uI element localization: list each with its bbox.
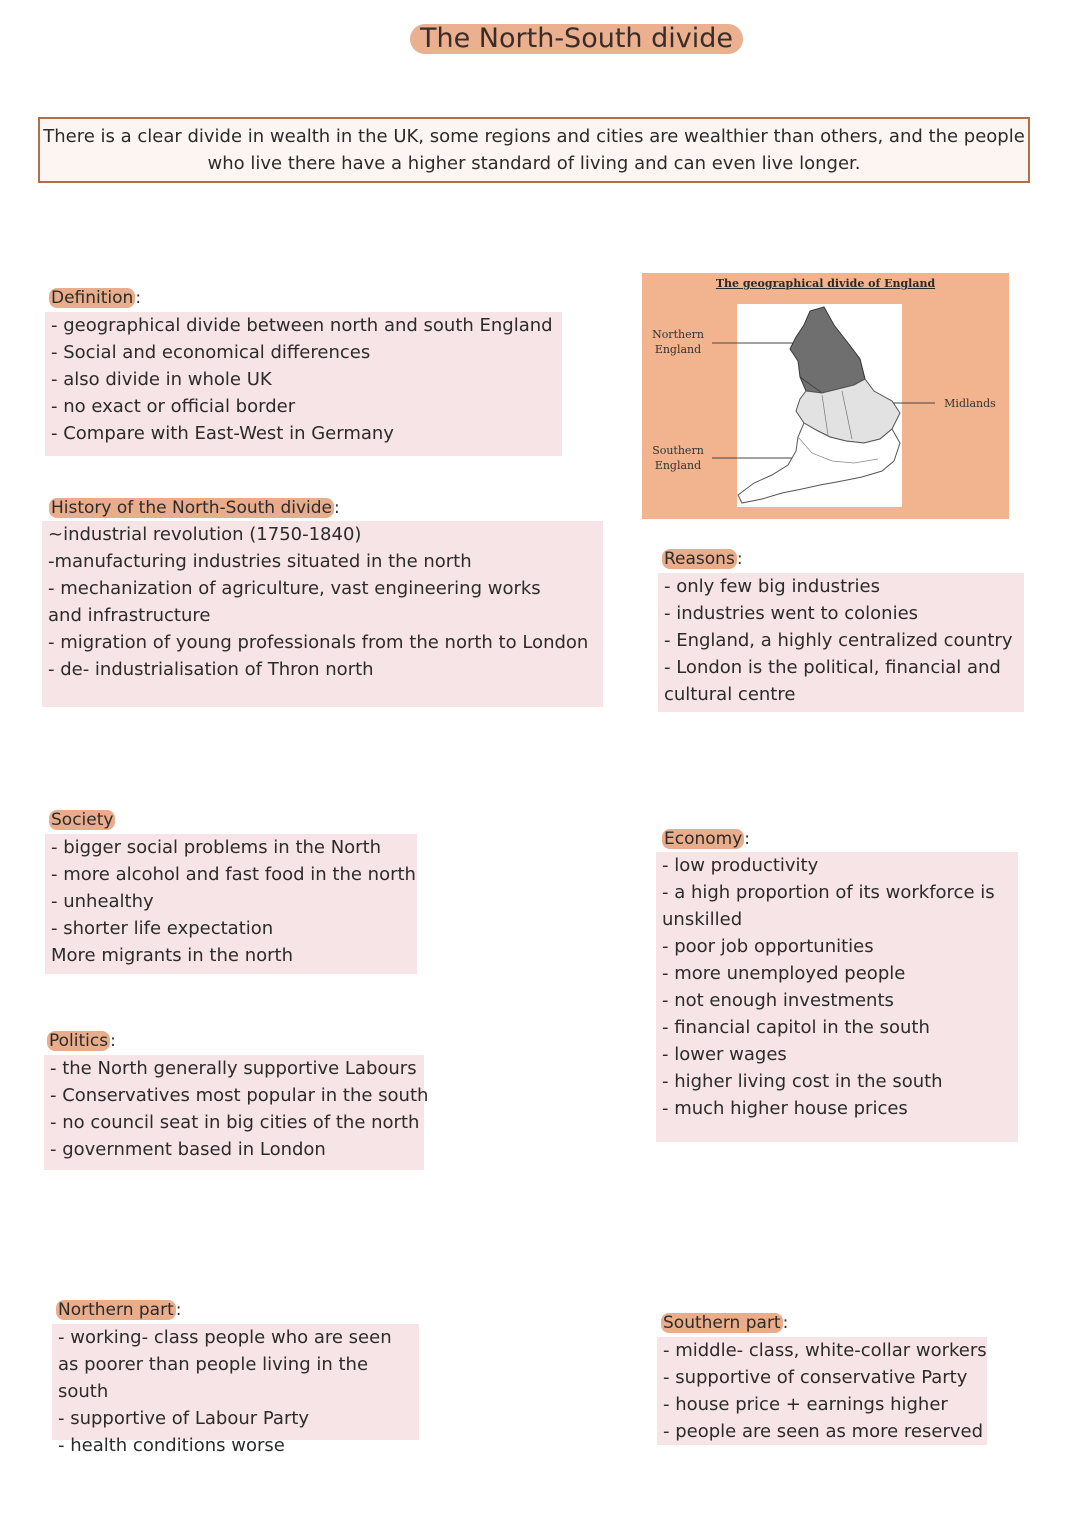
southern-heading bbox=[661, 1312, 788, 1334]
map-title: The geographical divide of England bbox=[715, 277, 936, 290]
southern-heading-suffix: : bbox=[782, 1313, 789, 1333]
economy-item: - more unemployed people bbox=[662, 963, 906, 984]
page-title: The North-South divide bbox=[410, 24, 743, 54]
society-item: More migrants in the north bbox=[51, 945, 293, 966]
economy-heading-suffix: : bbox=[744, 829, 751, 849]
map-label-line: Northern bbox=[652, 328, 704, 341]
history-item: - migration of young professionals from the north to London bbox=[48, 632, 589, 653]
definition-item: - no exact or official border bbox=[51, 396, 296, 417]
politics-item: - no council seat in big cities of the north bbox=[50, 1112, 420, 1133]
definition-box bbox=[45, 312, 562, 456]
southern-heading-text: Southern part bbox=[663, 1313, 781, 1333]
southern-item: - people are seen as more reserved bbox=[663, 1421, 984, 1442]
history-item: - de- industrialisation of Thron north bbox=[48, 659, 374, 680]
society-item: - more alcohol and fast food in the north bbox=[51, 864, 416, 885]
reasons-item: - London is the political, financial and cultural centre bbox=[664, 657, 1001, 705]
politics-item: - government based in London bbox=[50, 1139, 326, 1160]
map-label-line: England bbox=[654, 459, 702, 472]
definition-item: - Social and economical differences bbox=[51, 342, 371, 363]
society-box bbox=[45, 834, 417, 974]
history-box bbox=[42, 521, 603, 707]
economy-box bbox=[656, 852, 1018, 1142]
reasons-item: - industries went to colonies bbox=[664, 603, 919, 624]
society-item: - bigger social problems in the North bbox=[51, 837, 382, 858]
society-heading bbox=[49, 809, 115, 831]
map-label-line: Southern bbox=[652, 444, 704, 457]
society-heading-text: Society bbox=[51, 810, 114, 830]
england-divide-map bbox=[642, 273, 1009, 519]
southern-item: - middle- class, white-collar workers bbox=[663, 1340, 987, 1361]
history-heading-text: History of the North-South divide bbox=[51, 498, 333, 518]
reasons-item: - only few big industries bbox=[664, 576, 880, 597]
map-label-midlands: Midlands bbox=[944, 397, 996, 410]
definition-item: - geographical divide between north and south England bbox=[51, 315, 553, 336]
definition-item: - also divide in whole UK bbox=[51, 369, 272, 390]
map-label-line: England bbox=[654, 343, 702, 356]
northern-heading-text: Northern part bbox=[58, 1300, 174, 1320]
southern-item: - supportive of conservative Party bbox=[663, 1367, 968, 1388]
politics-heading bbox=[47, 1030, 116, 1052]
reasons-box bbox=[658, 573, 1024, 712]
politics-heading-text: Politics bbox=[49, 1031, 109, 1051]
definition-item: - Compare with East-West in Germany bbox=[51, 423, 394, 444]
society-item: - shorter life expectation bbox=[51, 918, 274, 939]
reasons-heading-suffix: : bbox=[736, 549, 743, 569]
definition-heading-text: Definition bbox=[51, 288, 134, 308]
northern-heading bbox=[56, 1299, 181, 1321]
definition-heading-suffix: : bbox=[135, 288, 142, 308]
society-item: - unhealthy bbox=[51, 891, 154, 912]
reasons-heading-text: Reasons bbox=[664, 549, 735, 569]
economy-item: - higher living cost in the south bbox=[662, 1071, 943, 1092]
economy-item: - not enough investments bbox=[662, 990, 894, 1011]
history-heading bbox=[49, 497, 340, 519]
northern-box bbox=[52, 1324, 419, 1456]
northern-heading-suffix: : bbox=[175, 1300, 182, 1320]
northern-item: - health conditions worse bbox=[58, 1435, 285, 1456]
economy-item: - a high proportion of its workforce is unskilled bbox=[662, 882, 995, 930]
northern-item: - supportive of Labour Party bbox=[58, 1408, 310, 1429]
economy-item: - low productivity bbox=[662, 855, 819, 876]
reasons-heading bbox=[662, 548, 743, 570]
economy-heading-text: Economy bbox=[664, 829, 743, 849]
economy-item: - poor job opportunities bbox=[662, 936, 874, 957]
reasons-item: - England, a highly centralized country bbox=[664, 630, 1013, 651]
history-item: ~industrial revolution (1750-1840) bbox=[48, 524, 362, 545]
southern-box bbox=[657, 1337, 987, 1445]
england-map-graphic bbox=[642, 273, 1009, 519]
economy-item: - financial capitol in the south bbox=[662, 1017, 930, 1038]
history-item: - mechanization of agriculture, vast engineering works and infrastructure bbox=[48, 578, 541, 626]
definition-heading bbox=[49, 287, 141, 309]
politics-heading-suffix: : bbox=[110, 1031, 116, 1051]
history-heading-suffix: : bbox=[334, 498, 340, 518]
politics-box bbox=[44, 1055, 429, 1170]
politics-item: - Conservatives most popular in the south bbox=[50, 1085, 429, 1106]
history-item: -manufacturing industries situated in the north bbox=[48, 551, 472, 572]
economy-item: - lower wages bbox=[662, 1044, 787, 1065]
southern-item: - house price + earnings higher bbox=[663, 1394, 948, 1415]
economy-item: - much higher house prices bbox=[662, 1098, 908, 1119]
economy-heading bbox=[662, 828, 750, 850]
northern-item: - working- class people who are seen as poorer than people living in the south bbox=[58, 1327, 392, 1402]
politics-item: - the North generally supportive Labours bbox=[50, 1058, 417, 1079]
intro-box: There is a clear divide in wealth in the UK, some regions and cities are wealthier than others, and the people who live there have a higher standard of living and can even live longer. bbox=[38, 117, 1030, 183]
